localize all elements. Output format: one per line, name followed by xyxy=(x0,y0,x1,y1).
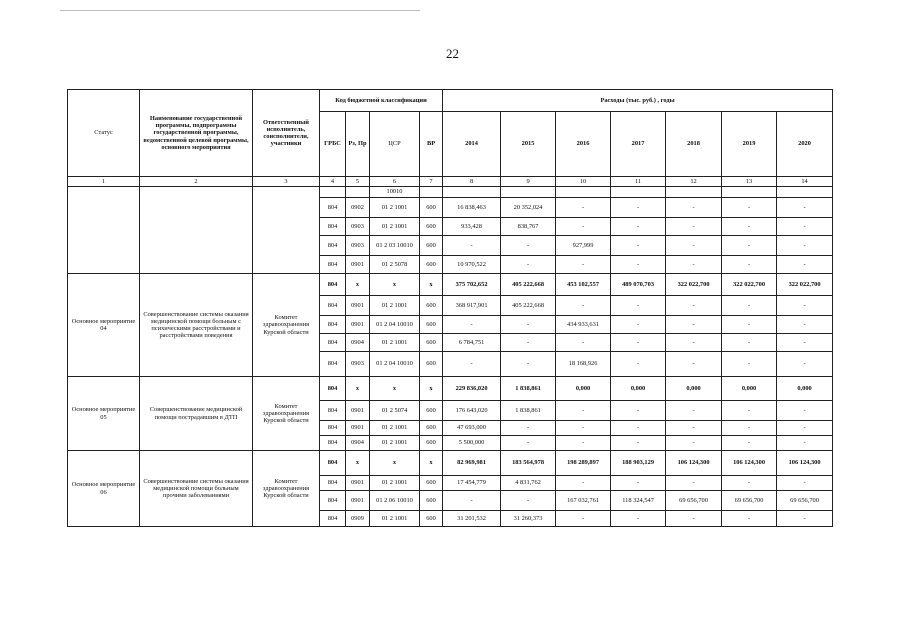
table-cell: 453 102,557 xyxy=(556,274,611,296)
column-number: 6 xyxy=(370,177,420,187)
table-cell: - xyxy=(722,218,777,236)
table-cell: - xyxy=(501,334,556,352)
table-cell: 600 xyxy=(420,334,443,352)
table-cell: - xyxy=(777,218,833,236)
table-cell: 600 xyxy=(420,436,443,451)
table-cell: 322 022,700 xyxy=(666,274,722,296)
header-year: 2019 xyxy=(722,112,777,177)
table-cell xyxy=(722,187,777,198)
column-number: 5 xyxy=(346,177,370,187)
name-cell: Совершенствование системы оказания медицинской помощи больным прочими заболеваниями xyxy=(140,451,253,527)
table-cell: 600 xyxy=(420,198,443,218)
table-cell: - xyxy=(443,236,501,256)
table-cell: - xyxy=(666,218,722,236)
table-cell xyxy=(611,187,666,198)
table-cell: 375 702,652 xyxy=(443,274,501,296)
table-cell: - xyxy=(777,198,833,218)
header-year: 2020 xyxy=(777,112,833,177)
table-cell: 01 2 1001 xyxy=(370,421,420,436)
table-cell: 106 124,300 xyxy=(777,451,833,476)
table-cell: - xyxy=(501,421,556,436)
table-cell: x xyxy=(420,377,443,401)
table-cell: - xyxy=(611,198,666,218)
table-cell: - xyxy=(666,436,722,451)
table-cell: - xyxy=(777,401,833,421)
table-cell: 5 500,000 xyxy=(443,436,501,451)
table-cell: 118 324,547 xyxy=(611,491,666,511)
table-cell: - xyxy=(777,421,833,436)
table-cell: - xyxy=(777,476,833,491)
table-cell: - xyxy=(666,256,722,274)
table-cell: 69 656,700 xyxy=(777,491,833,511)
name-cell: Совершенствование системы оказания медицинской помощи больным с психическими расстройствами и расстройствами поведения xyxy=(140,274,253,377)
table-cell: 176 643,020 xyxy=(443,401,501,421)
table-cell xyxy=(443,187,501,198)
table-cell: - xyxy=(722,401,777,421)
table-cell: - xyxy=(777,511,833,527)
table-cell: - xyxy=(556,334,611,352)
table-cell: x xyxy=(370,274,420,296)
table-cell: - xyxy=(722,236,777,256)
table-cell: - xyxy=(722,334,777,352)
status-cell: Основное мероприятие 05 xyxy=(68,377,140,451)
table-cell: 804 xyxy=(320,316,346,334)
column-number: 14 xyxy=(777,177,833,187)
status-cell xyxy=(68,187,140,274)
table-cell: 0,000 xyxy=(556,377,611,401)
table-cell: 804 xyxy=(320,476,346,491)
table-cell: 0901 xyxy=(346,491,370,511)
table-cell: - xyxy=(611,256,666,274)
table-cell: 01 2 5074 xyxy=(370,401,420,421)
table-cell: 804 xyxy=(320,352,346,377)
column-number: 3 xyxy=(253,177,320,187)
table-cell: 933,428 xyxy=(443,218,501,236)
table-cell: - xyxy=(777,334,833,352)
table-cell: 0903 xyxy=(346,218,370,236)
header-csr: ЦСР xyxy=(370,112,420,177)
table-cell: - xyxy=(556,511,611,527)
table-cell xyxy=(346,187,370,198)
table-cell: - xyxy=(777,256,833,274)
table-cell: - xyxy=(501,316,556,334)
table-cell: 18 168,926 xyxy=(556,352,611,377)
table-cell: 600 xyxy=(420,401,443,421)
table-cell xyxy=(320,187,346,198)
table-cell: - xyxy=(666,511,722,527)
table-cell: 804 xyxy=(320,236,346,256)
table-cell: 10 970,522 xyxy=(443,256,501,274)
table-cell: 405 222,668 xyxy=(501,274,556,296)
table-cell: 01 2 06 10010 xyxy=(370,491,420,511)
header-status: Статус xyxy=(68,90,140,177)
table-cell: 82 969,981 xyxy=(443,451,501,476)
table-cell: 368 917,901 xyxy=(443,296,501,316)
page-number: 22 xyxy=(446,46,459,61)
table-cell: 405 222,668 xyxy=(501,296,556,316)
table-cell: 600 xyxy=(420,256,443,274)
status-cell: Основное мероприятие 04 xyxy=(68,274,140,377)
table-cell: 600 xyxy=(420,421,443,436)
table-cell: 804 xyxy=(320,198,346,218)
table-cell: - xyxy=(611,511,666,527)
table-cell: - xyxy=(777,236,833,256)
name-cell: Совершенствование медицинской помощи пострадавшим в ДТП xyxy=(140,377,253,451)
table-cell: 0901 xyxy=(346,421,370,436)
table-cell: - xyxy=(666,198,722,218)
table-cell: 4 831,762 xyxy=(501,476,556,491)
table-cell: x xyxy=(370,377,420,401)
table-cell: - xyxy=(777,296,833,316)
column-number: 8 xyxy=(443,177,501,187)
table-cell: 167 032,761 xyxy=(556,491,611,511)
table-cell: 188 903,129 xyxy=(611,451,666,476)
table-cell: - xyxy=(501,352,556,377)
header-expenses: Расходы (тыс. руб.) , годы xyxy=(443,90,833,112)
table-cell: 600 xyxy=(420,218,443,236)
header-rzpr: Рз, Пр xyxy=(346,112,370,177)
table-cell: 804 xyxy=(320,296,346,316)
table-cell: 01 2 04 10010 xyxy=(370,316,420,334)
header-budget-code: Код бюджетной классификации xyxy=(320,90,443,112)
table-cell xyxy=(501,187,556,198)
table-cell: 322 022,700 xyxy=(722,274,777,296)
table-cell: - xyxy=(443,316,501,334)
table-cell: - xyxy=(443,491,501,511)
table-cell: 0902 xyxy=(346,198,370,218)
table-cell: 6 784,751 xyxy=(443,334,501,352)
table-row xyxy=(68,274,833,296)
column-number: 4 xyxy=(320,177,346,187)
status-cell: Основное мероприятие 06 xyxy=(68,451,140,527)
table-cell: - xyxy=(722,256,777,274)
table-cell: x xyxy=(346,274,370,296)
table-cell: - xyxy=(777,352,833,377)
table-cell: 0,000 xyxy=(611,377,666,401)
table-row xyxy=(68,377,833,401)
header-year: 2014 xyxy=(443,112,501,177)
header-vr: ВР xyxy=(420,112,443,177)
table-cell: 1 838,861 xyxy=(501,377,556,401)
header-name: Наименование государственной программы, подпрограммы государственной программы, ведомственной целевой программы, основного мероприятия xyxy=(140,90,253,177)
table-cell: - xyxy=(722,198,777,218)
table-cell: 804 xyxy=(320,377,346,401)
column-number: 10 xyxy=(556,177,611,187)
table-cell: 10010 xyxy=(370,187,420,198)
table-cell: - xyxy=(556,421,611,436)
table-cell: 0903 xyxy=(346,236,370,256)
table-cell: 01 2 1001 xyxy=(370,476,420,491)
table-cell: 16 838,463 xyxy=(443,198,501,218)
table-cell: - xyxy=(556,401,611,421)
table-cell: 01 2 1001 xyxy=(370,218,420,236)
table-cell xyxy=(666,187,722,198)
table-cell: 600 xyxy=(420,476,443,491)
scan-edge-line xyxy=(60,10,420,11)
table-cell: - xyxy=(611,352,666,377)
table-cell: 20 352,024 xyxy=(501,198,556,218)
table-cell: - xyxy=(611,421,666,436)
table-cell: - xyxy=(666,352,722,377)
table-cell: 106 124,300 xyxy=(722,451,777,476)
table-cell: 01 2 1001 xyxy=(370,296,420,316)
table-cell: - xyxy=(666,476,722,491)
table-cell: - xyxy=(556,218,611,236)
table-cell: 01 2 5078 xyxy=(370,256,420,274)
table-cell: x xyxy=(370,451,420,476)
table-cell: - xyxy=(666,296,722,316)
table-cell: - xyxy=(443,352,501,377)
table-cell: 01 2 1001 xyxy=(370,436,420,451)
table-cell: 01 2 1001 xyxy=(370,198,420,218)
table-cell: 600 xyxy=(420,236,443,256)
table-cell: 0901 xyxy=(346,256,370,274)
column-number: 7 xyxy=(420,177,443,187)
table-cell: - xyxy=(611,334,666,352)
table-cell: - xyxy=(666,316,722,334)
column-number: 2 xyxy=(140,177,253,187)
table-cell xyxy=(420,187,443,198)
table-cell: - xyxy=(611,236,666,256)
table-cell: - xyxy=(666,421,722,436)
table-cell: 600 xyxy=(420,511,443,527)
table-cell: 17 454,779 xyxy=(443,476,501,491)
header-grbs: ГРБС xyxy=(320,112,346,177)
table-cell: 804 xyxy=(320,334,346,352)
table-cell: - xyxy=(722,352,777,377)
budget-table xyxy=(67,89,833,527)
table-cell: - xyxy=(556,256,611,274)
table-cell: - xyxy=(556,198,611,218)
header-year: 2015 xyxy=(501,112,556,177)
table-cell: 31 201,532 xyxy=(443,511,501,527)
header-year: 2017 xyxy=(611,112,666,177)
table-cell: - xyxy=(722,476,777,491)
table-cell: - xyxy=(556,296,611,316)
table-cell: - xyxy=(611,436,666,451)
table-cell: - xyxy=(722,511,777,527)
table-cell: 600 xyxy=(420,296,443,316)
table-cell: - xyxy=(611,401,666,421)
table-cell: - xyxy=(556,436,611,451)
table-cell: 198 289,897 xyxy=(556,451,611,476)
table-cell: 489 070,703 xyxy=(611,274,666,296)
table-cell: - xyxy=(501,236,556,256)
header-year: 2016 xyxy=(556,112,611,177)
table-cell: - xyxy=(611,296,666,316)
table-cell: 600 xyxy=(420,491,443,511)
table-cell: - xyxy=(611,218,666,236)
table-cell: 804 xyxy=(320,401,346,421)
table-cell: 0901 xyxy=(346,296,370,316)
table-cell: x xyxy=(346,377,370,401)
table-cell: 01 2 03 10010 xyxy=(370,236,420,256)
table-cell: 0909 xyxy=(346,511,370,527)
table-cell: 106 124,300 xyxy=(666,451,722,476)
column-number: 13 xyxy=(722,177,777,187)
table-cell: 0901 xyxy=(346,401,370,421)
table-cell: 01 2 1001 xyxy=(370,334,420,352)
table-cell: 1 838,861 xyxy=(501,401,556,421)
table-cell: 0,000 xyxy=(722,377,777,401)
table-cell: 322 022,700 xyxy=(777,274,833,296)
table-cell: 434 933,631 xyxy=(556,316,611,334)
table-cell: x xyxy=(420,451,443,476)
table-cell: 804 xyxy=(320,451,346,476)
table-cell: 01 2 04 10010 xyxy=(370,352,420,377)
header-year: 2018 xyxy=(666,112,722,177)
table-cell: - xyxy=(666,401,722,421)
table-cell: - xyxy=(611,476,666,491)
table-cell: 31 260,373 xyxy=(501,511,556,527)
table-cell: - xyxy=(501,491,556,511)
table-cell: 804 xyxy=(320,436,346,451)
executor-cell xyxy=(253,187,320,274)
table-cell: - xyxy=(722,436,777,451)
table-cell: 804 xyxy=(320,256,346,274)
table-cell: 69 656,700 xyxy=(666,491,722,511)
table-cell: 69 656,700 xyxy=(722,491,777,511)
column-number: 1 xyxy=(68,177,140,187)
table-cell: 183 564,978 xyxy=(501,451,556,476)
table-cell: 0904 xyxy=(346,436,370,451)
table-cell: 804 xyxy=(320,511,346,527)
table-cell: 0904 xyxy=(346,334,370,352)
table-cell: - xyxy=(777,316,833,334)
table-cell: - xyxy=(777,436,833,451)
table-cell: x xyxy=(346,451,370,476)
executor-cell: Комитет здравоохранения Курской области xyxy=(253,377,320,451)
table-cell: 600 xyxy=(420,352,443,377)
column-number: 12 xyxy=(666,177,722,187)
table-cell: 0,000 xyxy=(777,377,833,401)
table-cell: 229 836,020 xyxy=(443,377,501,401)
table-cell: 804 xyxy=(320,274,346,296)
table-cell: - xyxy=(722,421,777,436)
table-cell: 01 2 1001 xyxy=(370,511,420,527)
table-cell: - xyxy=(556,476,611,491)
table-cell: 0,000 xyxy=(666,377,722,401)
table-cell: - xyxy=(722,296,777,316)
header-executor: Ответственный исполнитель, соисполнители, участники xyxy=(253,90,320,177)
table-cell: - xyxy=(501,436,556,451)
executor-cell: Комитет здравоохранения Курской области xyxy=(253,274,320,377)
table-cell: 600 xyxy=(420,316,443,334)
table-cell: 804 xyxy=(320,218,346,236)
table-cell: - xyxy=(722,316,777,334)
table-cell: 804 xyxy=(320,491,346,511)
executor-cell: Комитет здравоохранения Курской области xyxy=(253,451,320,527)
table-cell: 927,999 xyxy=(556,236,611,256)
name-cell xyxy=(140,187,253,274)
table-cell: - xyxy=(611,316,666,334)
table-cell: 0901 xyxy=(346,476,370,491)
table-cell: 47 693,000 xyxy=(443,421,501,436)
table-cell: 0901 xyxy=(346,316,370,334)
table-cell: x xyxy=(420,274,443,296)
table-cell: - xyxy=(666,334,722,352)
table-row xyxy=(68,451,833,476)
table-cell xyxy=(777,187,833,198)
table-cell: 838,767 xyxy=(501,218,556,236)
column-number: 9 xyxy=(501,177,556,187)
column-number: 11 xyxy=(611,177,666,187)
table-cell: - xyxy=(501,256,556,274)
table-cell: - xyxy=(666,236,722,256)
table-cell xyxy=(556,187,611,198)
table-cell: 804 xyxy=(320,421,346,436)
table-row xyxy=(68,187,833,198)
table-cell: 0903 xyxy=(346,352,370,377)
